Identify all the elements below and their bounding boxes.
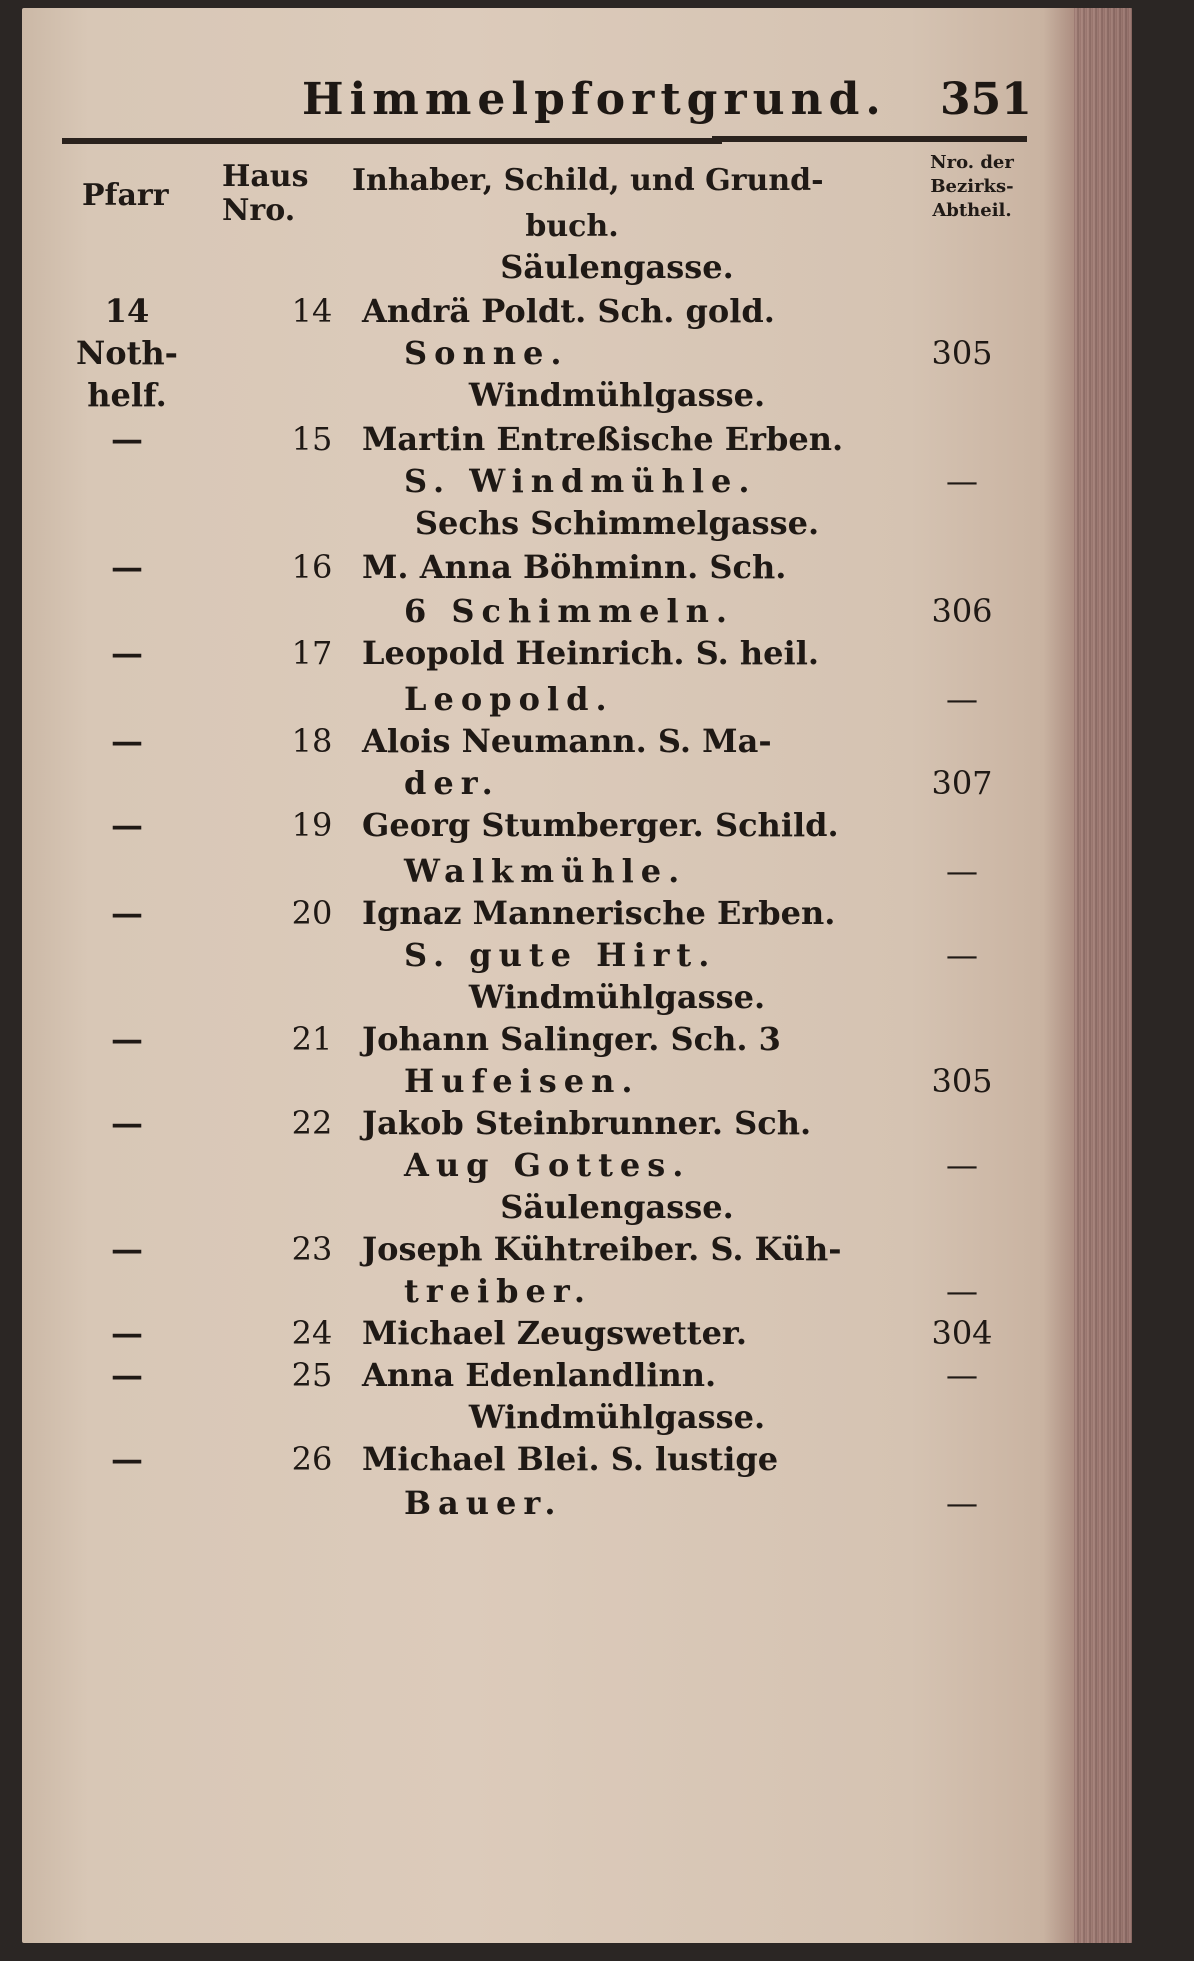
register-line <box>22 894 1132 936</box>
district-number-cell: 307 <box>931 764 993 802</box>
house-number-cell: 19 <box>291 806 333 844</box>
house-number-cell: 17 <box>291 634 333 672</box>
pfarr-cell: — <box>111 1020 143 1058</box>
entry-text: S. Windmühle. <box>404 462 757 500</box>
district-number-cell: 305 <box>931 1062 993 1100</box>
entry-text: Walkmühle. <box>404 852 687 890</box>
register-line <box>22 548 1132 592</box>
register-line <box>22 420 1132 462</box>
entry-text: Windmühlgasse. <box>468 1398 766 1436</box>
house-number-cell: 14 <box>291 292 333 330</box>
house-number-cell: 21 <box>291 1020 333 1058</box>
register-line <box>22 1398 1132 1440</box>
house-number-cell: 23 <box>291 1230 333 1268</box>
register-line <box>22 764 1132 806</box>
entry-text: Georg Stumberger. Schild. <box>362 806 839 844</box>
register-line <box>22 1314 1132 1356</box>
entry-text: 6 Schimmeln. <box>404 592 735 630</box>
pfarr-cell: — <box>111 1356 143 1394</box>
register-line <box>22 936 1132 978</box>
entry-text: Bauer. <box>404 1484 563 1522</box>
entry-text: Martin Entreßische Erben. <box>362 420 844 458</box>
entry-text: Windmühlgasse. <box>468 376 766 414</box>
pfarr-cell: — <box>111 806 143 844</box>
register-line <box>22 1484 1132 1528</box>
entry-text: Sechs Schimmelgasse. <box>414 504 820 542</box>
entry-text: Säulengasse. <box>500 1188 734 1226</box>
district-number-cell: — <box>946 462 978 500</box>
house-number-cell: 20 <box>291 894 333 932</box>
house-number-cell: 18 <box>291 722 333 760</box>
entry-text: M. Anna Böhminn. Sch. <box>362 548 787 586</box>
house-number-cell: 26 <box>291 1440 333 1478</box>
register-line <box>22 292 1132 334</box>
register-line <box>22 1188 1132 1230</box>
entry-text: Leopold. <box>404 680 614 718</box>
register-line <box>22 680 1132 722</box>
entry-text: Aug Gottes. <box>404 1146 691 1184</box>
district-number-cell: — <box>946 936 978 974</box>
entry-text: Ignaz Mannerische Erben. <box>362 894 836 932</box>
house-number-cell: 16 <box>291 548 333 586</box>
register-line <box>22 1440 1132 1484</box>
register-line <box>22 634 1132 680</box>
register-line <box>22 462 1132 504</box>
register-line <box>22 376 1132 420</box>
entry-text: Sonne. <box>404 334 569 372</box>
pfarr-cell: — <box>111 1104 143 1142</box>
entry-text: Michael Zeugswetter. <box>362 1314 747 1352</box>
column-header-inhaber <box>352 158 872 250</box>
entry-text: Joseph Kühtreiber. S. Küh- <box>362 1230 842 1268</box>
pfarr-cell: helf. <box>87 376 167 414</box>
district-number-cell: — <box>946 680 978 718</box>
column-header-inhaber-line2: buch. <box>525 209 619 244</box>
column-header-nro-line1: Nro. der <box>930 152 1014 173</box>
pfarr-cell: — <box>111 1230 143 1268</box>
register-line <box>22 592 1132 634</box>
pfarr-cell: — <box>111 634 143 672</box>
district-number-cell: 304 <box>931 1314 993 1352</box>
register-line <box>22 1146 1132 1188</box>
pfarr-cell: Noth- <box>76 334 178 372</box>
register-line <box>22 1272 1132 1314</box>
column-header-nro-line2: Bezirks- <box>930 176 1014 197</box>
entry-text: Säulengasse. <box>500 248 734 286</box>
column-header-inhaber-line1: Inhaber, Schild, und Grund- <box>352 163 824 198</box>
district-number-cell: 306 <box>931 592 993 630</box>
district-number-cell: — <box>946 1356 978 1394</box>
header-rule-right <box>712 136 1027 142</box>
page-number: 351 <box>940 74 1032 125</box>
register-line <box>22 722 1132 764</box>
entry-text: treiber. <box>404 1272 592 1310</box>
district-number-cell: — <box>946 1272 978 1310</box>
pfarr-cell: — <box>111 722 143 760</box>
register-table <box>22 248 1132 1528</box>
house-number-cell: 25 <box>291 1356 333 1394</box>
entry-text: der. <box>404 764 500 802</box>
entry-text: Alois Neumann. S. Ma- <box>362 722 772 760</box>
district-number-cell: — <box>946 1146 978 1184</box>
pfarr-cell: — <box>111 894 143 932</box>
pfarr-cell: — <box>111 420 143 458</box>
pfarr-cell: 14 <box>104 292 150 330</box>
district-number-cell: — <box>946 852 978 890</box>
register-line <box>22 248 1132 292</box>
district-number-cell: — <box>946 1484 978 1522</box>
entry-text: Hufeisen. <box>404 1062 640 1100</box>
column-header-nro <box>902 151 1042 223</box>
column-header-haus <box>222 160 308 228</box>
entry-text: Michael Blei. S. lustige <box>362 1440 779 1478</box>
pfarr-cell: — <box>111 548 143 586</box>
column-header-pfarr: Pfarr <box>82 178 169 213</box>
register-line <box>22 1230 1132 1272</box>
register-line <box>22 1062 1132 1104</box>
book-page <box>22 8 1132 1943</box>
entry-text: Johann Salinger. Sch. 3 <box>362 1020 781 1058</box>
pfarr-cell: — <box>111 1314 143 1352</box>
register-line <box>22 1104 1132 1146</box>
entry-text: Andrä Poldt. Sch. gold. <box>362 292 775 330</box>
column-header-haus-line2: Nro. <box>222 193 296 228</box>
register-line <box>22 852 1132 894</box>
register-line <box>22 1356 1132 1398</box>
entry-text: S. gute Hirt. <box>404 936 717 974</box>
house-number-cell: 15 <box>291 420 333 458</box>
entry-text: Jakob Steinbrunner. Sch. <box>362 1104 812 1142</box>
column-header-nro-line3: Abtheil. <box>932 200 1012 221</box>
house-number-cell: 24 <box>291 1314 333 1352</box>
register-line <box>22 334 1132 376</box>
page-header <box>22 70 1132 130</box>
entry-text: Windmühlgasse. <box>468 978 766 1016</box>
district-number-cell: 305 <box>931 334 993 372</box>
pfarr-cell: — <box>111 1440 143 1478</box>
register-line <box>22 1020 1132 1062</box>
house-number-cell: 22 <box>291 1104 333 1142</box>
register-line <box>22 978 1132 1020</box>
header-rule <box>62 138 722 144</box>
running-head: Himmelpfortgrund. <box>302 74 887 125</box>
entry-text: Anna Edenlandlinn. <box>362 1356 717 1394</box>
entry-text: Leopold Heinrich. S. heil. <box>362 634 819 672</box>
register-line <box>22 806 1132 852</box>
column-header-haus-line1: Haus <box>222 159 309 194</box>
register-line <box>22 504 1132 548</box>
